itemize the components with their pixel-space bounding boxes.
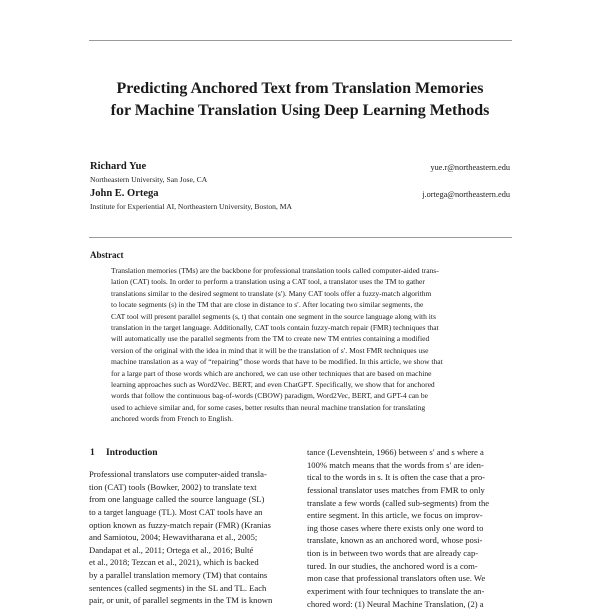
section-number: 1 xyxy=(90,448,95,458)
left-column xyxy=(89,468,295,607)
abstract-line: machine translation as a way of “repairing” those words that have to be modified. In this article, we show that xyxy=(111,357,443,367)
body-line: Professional translators use computer-aided transla- xyxy=(89,469,267,479)
body-line: et al., 2018; Tezcan et al., 2021), which is backed xyxy=(89,557,259,568)
body-line: Dandapat et al., 2011; Ortega et al., 2016; Bulté xyxy=(89,544,254,555)
body-line: tion (CAT) tools (Bowker, 2002) to translate text xyxy=(89,481,257,492)
body-line: mon case that professional translators often use. We xyxy=(307,573,486,584)
abstract-line: translation in the target language. Additionally, CAT tools contain fuzzy-match repair (FMR) techniques that xyxy=(111,322,439,332)
abstract-line: used to achieve similar and, for some cases, better results than neural machine translation for translating xyxy=(111,402,426,412)
abstract-line: version of the original with the idea in mind that it will be the translation of s′. Most FMR techniques use xyxy=(111,345,429,355)
abstract-line: lation (CAT) tools. In order to perform a translation using a CAT tool, a translator uses the TM to gather xyxy=(111,277,425,287)
section-title: Introduction xyxy=(106,448,158,458)
abstract-line: translations similar to the desired segment to translate (s′). Many CAT tools offer a fuzzy-match algorithm xyxy=(111,288,432,298)
title-line-2: for Machine Translation Using Deep Learning Methods xyxy=(110,102,490,119)
author-2-name: John E. Ortega xyxy=(90,188,159,199)
abstract-line: words that follow the continuous bag-of-words (CBOW) paradigm, Word2Vec, BERT, and GPT-4 can be xyxy=(111,391,428,401)
right-column xyxy=(307,446,513,610)
body-line: from one language called the source language (SL) xyxy=(89,494,265,505)
section-heading xyxy=(90,448,158,458)
paper-title xyxy=(60,78,540,122)
body-line: entire segment. In this article, we focus on improv- xyxy=(307,510,483,521)
abstract-body xyxy=(111,265,510,424)
abstract-heading: Abstract xyxy=(90,250,124,260)
body-line: pair, or unit, of parallel segments in the TM is known xyxy=(89,595,273,606)
body-line: and Samiotou, 2004; Hewavitharana et al., 2005; xyxy=(89,532,258,543)
body-line: tured. In our studies, the anchored word is a com- xyxy=(307,560,478,571)
body-line: experiment with four techniques to translate the an- xyxy=(307,586,485,597)
author-1-affiliation: Northeastern University, San Jose, CA xyxy=(90,175,208,184)
body-line: fessional translator uses matches from FMR to only xyxy=(307,484,485,495)
title-line-1: Predicting Anchored Text from Translation Memories xyxy=(116,80,484,97)
body-line: by a parallel translation memory (TM) that contains xyxy=(89,570,268,581)
body-line: tion is in between two words that are already cap- xyxy=(307,548,479,559)
author-1-name: Richard Yue xyxy=(90,161,147,172)
body-line: tical to the words in s. It is often the case that a pro- xyxy=(307,472,486,483)
body-line: to a target language (TL). Most CAT tools have an xyxy=(89,506,263,517)
body-line: ing those cases where there exists only one word to xyxy=(307,522,484,533)
abstract-rule xyxy=(89,237,512,238)
body-line: 100% match means that the words from s′ are iden- xyxy=(307,459,484,470)
abstract-line: will automatically use the parallel segments from the TM to create new TM entries containing a modified xyxy=(111,334,430,344)
top-rule xyxy=(89,40,512,41)
body-line: translate a few words (called sub-segments) from the xyxy=(307,497,490,508)
author-1-email: yue.r@northeastern.edu xyxy=(430,163,510,172)
abstract-line: to locate segments (s) in the TM that are close in distance to s′. After locating two similar segments, the xyxy=(111,300,424,310)
body-line: chored word: (1) Neural Machine Translation, (2) a xyxy=(307,598,484,609)
abstract-line: for a large part of those words which are anchored, we can use other techniques that are based on machine xyxy=(111,368,432,378)
author-2-affiliation: Institute for Experiential AI, Northeastern University, Boston, MA xyxy=(90,202,292,211)
abstract-line: Translation memories (TMs) are the backbone for professional translation tools called computer-aided trans- xyxy=(111,266,439,275)
body-line: translate, known as an anchored word, whose posi- xyxy=(307,535,483,546)
abstract-line: CAT tool will present parallel segments (s, t) that contain one segment in the source language along with its xyxy=(111,311,436,321)
body-line: sentences (called segments) in the SL and TL. Each xyxy=(89,582,267,593)
abstract-line: learning approaches such as Word2Vec. BERT, and even ChatGPT. Specifically, we show that for anchored xyxy=(111,379,435,389)
author-2-email: j.ortega@northeastern.edu xyxy=(422,190,510,199)
body-line: tance (Levenshtein, 1966) between s′ and s where a xyxy=(307,447,484,457)
abstract-line: anchored words from French to English. xyxy=(111,414,233,424)
body-line: option known as fuzzy-match repair (FMR) (Kranias xyxy=(89,519,271,530)
